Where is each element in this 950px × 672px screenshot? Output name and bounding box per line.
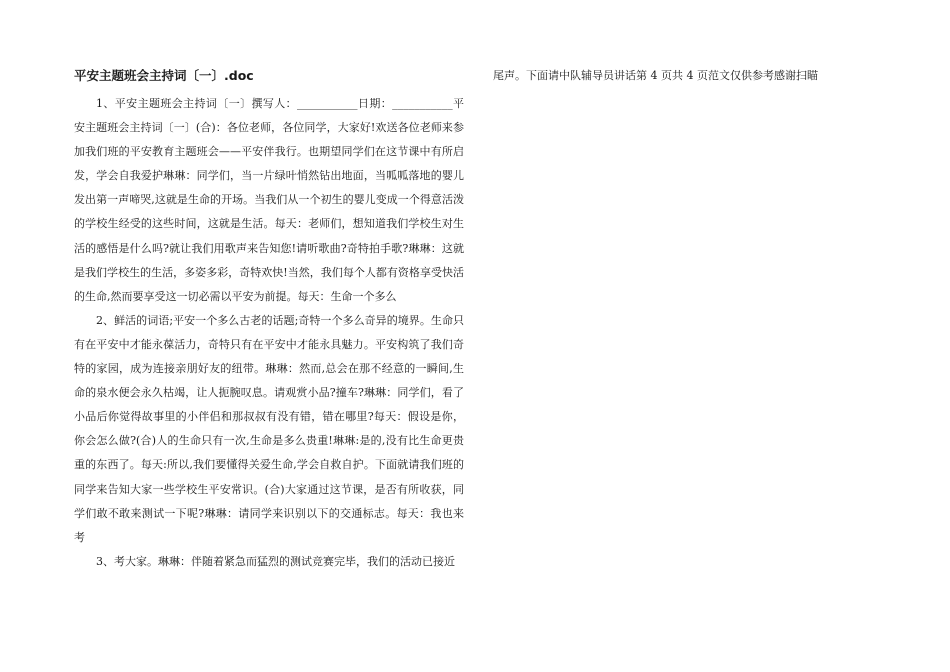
right-column <box>493 66 913 86</box>
document-title: 平安主题班会主持词〔一〕.doc <box>74 68 254 83</box>
left-column <box>74 66 464 574</box>
paragraph-3: 3、考大家。琳琳：伴随着紧急而猛烈的测试竞赛完毕，我们的活动已接近 <box>96 554 455 568</box>
paragraph-1: 1、平安主题班会主持词〔一〕撰写人：___________日期：___________平安主题班会主持词〔一〕(合)：各位老师，各位同学，大家好!欢送各位老师来参加我们班的平安教育主题班会——平安伴我行。也期望同学们在这节课中有所启发，学会自我爱护琳琳：同学们，当一片绿叶悄然钻出地面，当呱呱落地的婴儿发出第一声啼哭,这就是生命的开场。当我们从一个初生的婴儿变成一个得意活泼的学校生经受的这些时间，这就是生活。每天：老师们，想知道我们学校生对生活的感悟是什么吗?就让我们用歌声来告知您!请听歌曲?奇特拍手歌?琳琳：这就是我们学校生的生活，多姿多彩，奇特欢快!当然，我们每个人都有资格享受快活的生命,然而要享受这一切必需以平安为前提。每天：生命一个多么 <box>74 97 464 303</box>
paragraph-2: 2、鲜活的词语;平安一个多么古老的话题;奇特一个多么奇异的境界。生命只有在平安中才能永葆活力，奇特只有在平安中才能永具魅力。平安构筑了我们奇特的家园，成为连接亲朋好友的纽带。琳琳：然而,总会在那不经意的一瞬间,生命的泉水便会永久枯竭，让人扼腕叹息。请观赏小品?撞车?琳琳：同学们，看了小品后你觉得故事里的小伴侣和那叔叔有没有错，错在哪里?每天：假设是你，你会怎么做?(合)人的生命只有一次,生命是多么贵重!琳琳:是的,没有比生命更贵重的东西了。每天:所以,我们要懂得关爱生命,学会自救自护。下面就请我们班的同学来告知大家一些学校生平安常识。(合)大家通过这节课，是否有所收获，同学们敢不敢来测试一下呢?琳琳：请同学来识别以下的交通标志。每天：我也来考 <box>74 313 464 544</box>
right-column-text: 尾声。下面请中队辅导员讲话第 4 页共 4 页范文仅供参考感谢扫瞄 <box>493 69 818 82</box>
